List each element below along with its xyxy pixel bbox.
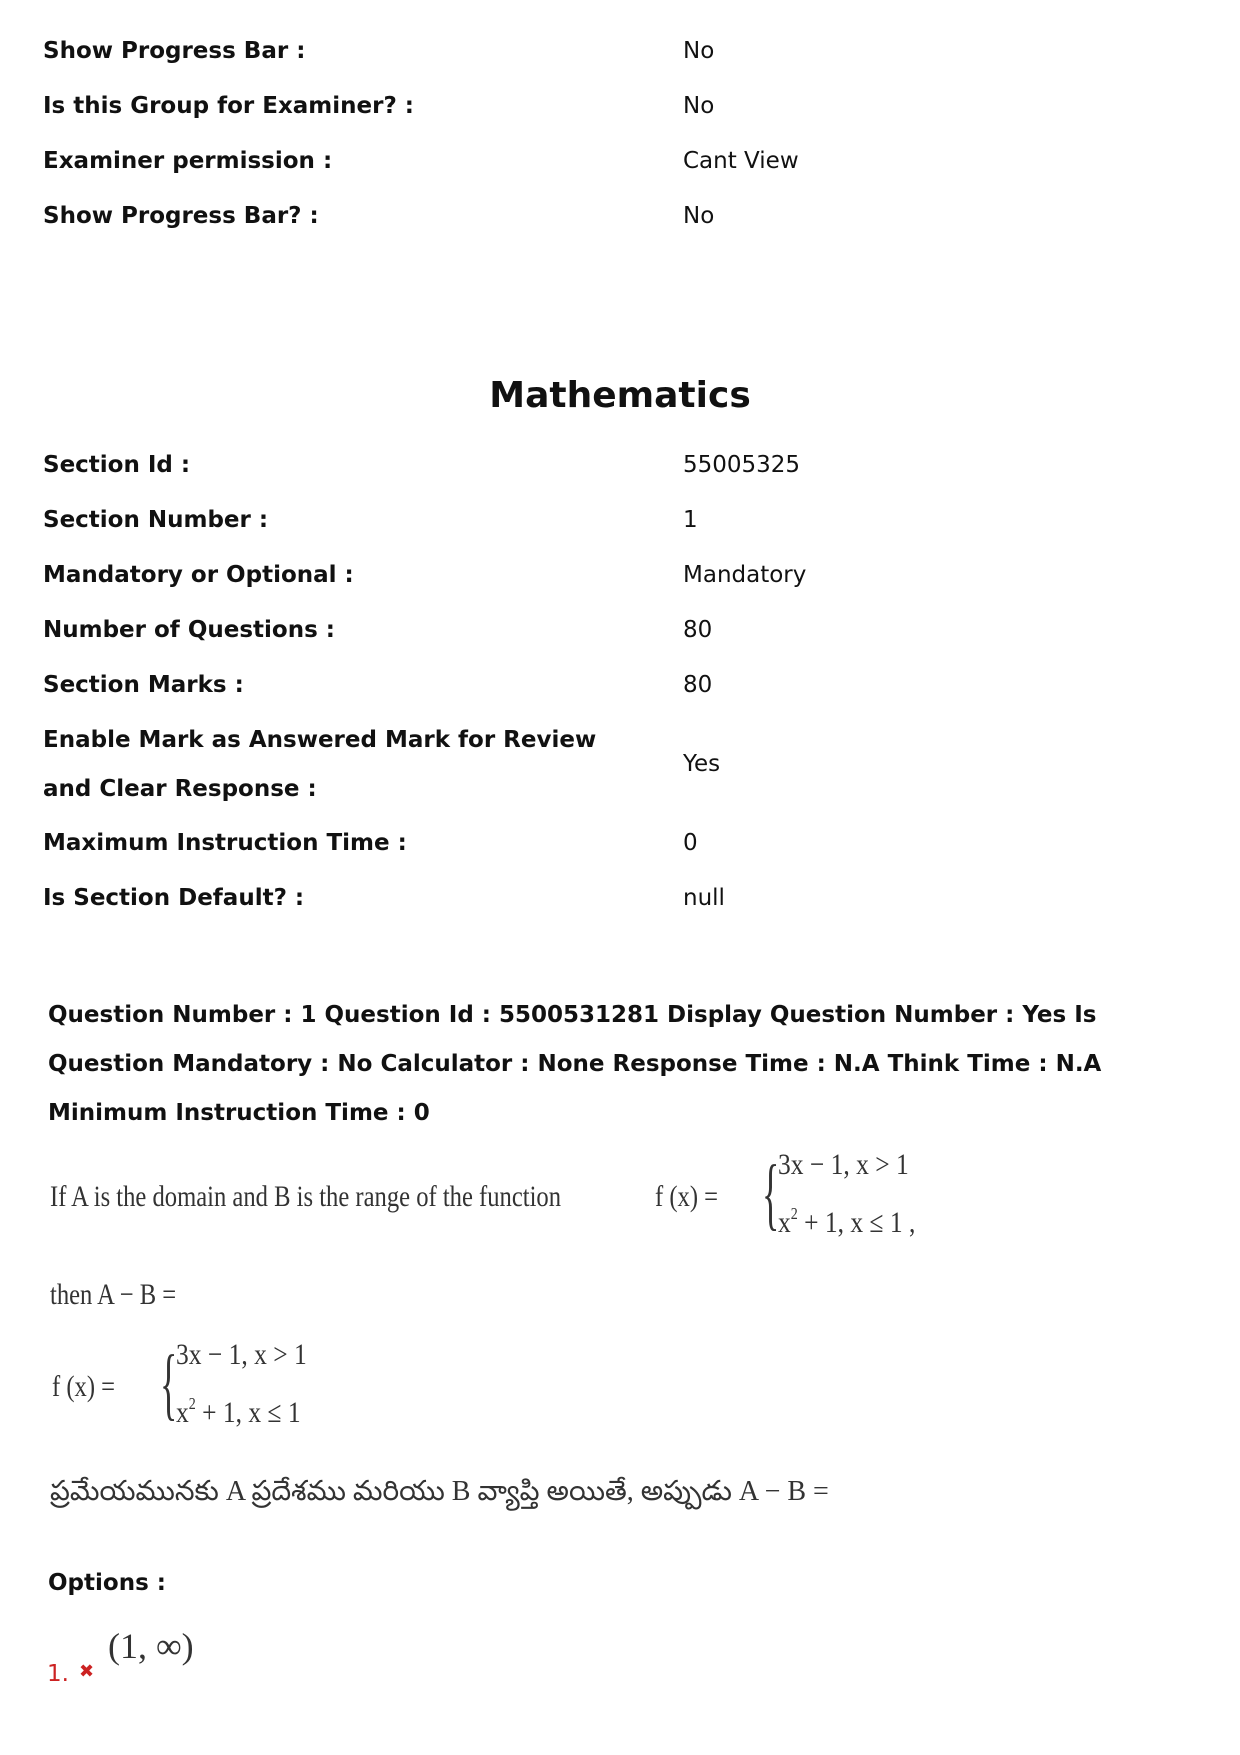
case-two-exponent: 2 [790,1204,798,1223]
case-two-rest: + 1, x ≤ 1 , [797,1206,916,1240]
wrong-answer-icon: ✖ [79,1661,95,1682]
field-label: Mandatory or Optional : [43,562,354,588]
field-value: Mandatory [683,562,807,588]
case-two [778,1204,915,1240]
option-text[interactable]: (1, ∞) [108,1626,194,1666]
question-fx-label: f (x) = [655,1180,719,1213]
field-value: 80 [683,617,713,643]
case-two-base: x [176,1396,189,1430]
question-telugu: ప్రమేయమునకు A ప్రదేశము మరియు B వ్యాప్తి అయితే, అప్పుడు A − B = [50,1476,829,1507]
case-one: 3x − 1, x > 1 [778,1148,909,1181]
setting-label: Show Progress Bar? : [43,203,319,229]
case-two-exponent: 2 [188,1394,196,1413]
setting-value: No [683,38,715,64]
left-brace: { [762,1150,780,1238]
field-label: Is Section Default? : [43,885,305,911]
case-two [176,1394,301,1430]
setting-value: No [683,93,715,119]
field-label: Maximum Instruction Time : [43,830,407,856]
piecewise-function-telugu [160,1338,360,1448]
piecewise-function [762,1148,962,1258]
case-two-rest: + 1, x ≤ 1 [195,1396,301,1430]
field-value: 0 [683,830,698,856]
section-title: Mathematics [489,375,751,416]
field-value: null [683,885,725,911]
section-field-row [43,716,1203,814]
field-label: Number of Questions : [43,617,335,643]
setting-label: Is this Group for Examiner? : [43,93,415,119]
telugu-fx-label: f (x) = [52,1370,116,1403]
field-label: Section Id : [43,452,191,478]
field-value: 80 [683,672,713,698]
field-label: Enable Mark as Answered Mark for Review and Clear Response : [43,727,597,802]
setting-label: Show Progress Bar : [43,38,306,64]
setting-value: Cant View [683,148,799,174]
setting-label: Examiner permission : [43,148,333,174]
field-value: 55005325 [683,452,801,478]
field-value: 1 [683,507,698,533]
case-one: 3x − 1, x > 1 [176,1338,307,1371]
option-number: 1. [47,1661,69,1687]
question-english-intro: If A is the domain and B is the range of the function [50,1180,562,1213]
setting-value: No [683,203,715,229]
case-two-base: x [778,1206,791,1240]
left-brace: { [160,1340,178,1428]
options-label: Options : [48,1570,166,1596]
field-value: Yes [683,751,721,777]
question-then: then A − B = [50,1278,177,1311]
question-meta: Question Number : 1 Question Id : 5500531281 Display Question Number : Yes Is Question Mandatory : No Calculator : None Response Time : N.A Think Time : N.A Minimum Instruction Time : 0 [48,1002,1102,1126]
field-label: Section Marks : [43,672,244,698]
field-label: Section Number : [43,507,269,533]
